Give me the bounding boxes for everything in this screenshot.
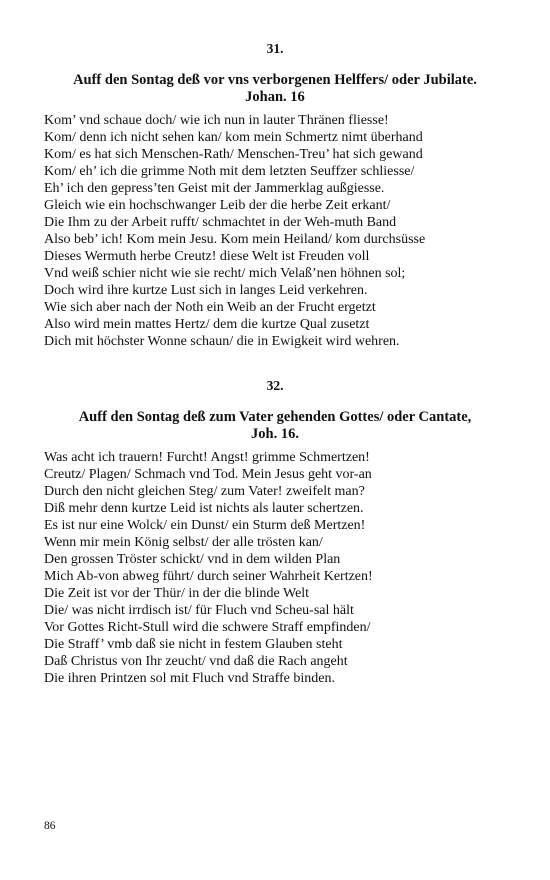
section-reference: Johan. 16 <box>245 89 305 105</box>
poem-line: Eh’ ich den gepress’ten Geist mit der Jammerklag außgiesse. <box>44 181 385 196</box>
poem-line: Doch wird ihre kurtze Lust sich in langes Leid verkehren. <box>44 283 368 298</box>
poem-line: Den grossen Tröster schickt/ vnd in dem wilden Plan <box>44 552 341 567</box>
poem-line: Creutz/ Plagen/ Schmach vnd Tod. Mein Jesus geht vor-an <box>44 467 372 482</box>
section-number: 32. <box>266 378 284 393</box>
poem-line: Die Ihm zu der Arbeit rufft/ schmachtet in der Weh-muth Band <box>44 215 397 230</box>
poem-section-32 <box>0 377 550 687</box>
poem-line: Dich mit höchster Wonne schaun/ die in Ewigkeit wird wehren. <box>44 334 400 349</box>
poem-body <box>0 112 550 350</box>
section-number: 31. <box>266 41 284 56</box>
poem-line: Diß mehr denn kurtze Leid ist nichts als lauter schertzen. <box>44 501 364 516</box>
poem-line: Kom/ es hat sich Menschen-Rath/ Menschen-Treu’ hat sich gewand <box>44 147 423 162</box>
page-number: 86 <box>44 820 56 832</box>
poem-line: Die Straff’ vmb daß sie nicht in festem Glauben steht <box>44 637 343 652</box>
poem-section-31 <box>0 40 550 350</box>
poem-line: Die Zeit ist vor der Thür/ in der die blinde Welt <box>44 586 310 601</box>
poem-line: Vor Gottes Richt-Stull wird die schwere Straff empfinden/ <box>44 620 371 635</box>
poem-body <box>0 449 550 687</box>
poem-line: Gleich wie ein hochschwanger Leib der die herbe Zeit erkant/ <box>44 198 391 213</box>
poem-line: Mich Ab-von abweg führt/ durch seiner Wahrheit Kertzen! <box>44 569 373 584</box>
poem-line: Also wird mein mattes Hertz/ dem die kurtze Qual zusetzt <box>44 317 370 332</box>
poem-line: Die/ was nicht irrdisch ist/ für Fluch vnd Scheu-sal hält <box>44 603 354 618</box>
poem-line: Kom’ vnd schaue doch/ wie ich nun in lauter Thränen fliesse! <box>44 113 389 128</box>
poem-line: Wenn mir mein König selbst/ der alle trösten kan/ <box>44 535 323 550</box>
poem-line: Durch den nicht gleichen Steg/ zum Vater! zweifelt man? <box>44 484 365 499</box>
poem-line: Also beb’ ich! Kom mein Jesu. Kom mein Heiland/ kom durchsüsse <box>44 232 426 247</box>
section-reference: Joh. 16. <box>251 426 299 442</box>
section-title: Auff den Sontag deß zum Vater gehenden Gottes/ oder Cantate, <box>78 409 472 425</box>
poem-line: Wie sich aber nach der Noth ein Weib an der Frucht ergetzt <box>44 300 376 315</box>
poem-line: Was acht ich trauern! Furcht! Angst! grimme Schmertzen! <box>44 450 370 465</box>
poem-line: Die ihren Printzen sol mit Fluch vnd Straffe binden. <box>44 671 335 686</box>
poem-line: Kom/ eh’ ich die grimme Noth mit dem letzten Seuffzer schliesse/ <box>44 164 415 179</box>
poem-line: Vnd weiß schier nicht wie sie recht/ mich Velaß’nen höhnen sol; <box>44 266 406 281</box>
poem-line: Daß Christus von Ihr zeucht/ vnd daß die Rach angeht <box>44 654 348 669</box>
section-title: Auff den Sontag deß vor vns verborgenen Helffers/ oder Jubilate. <box>73 72 477 88</box>
poem-line: Es ist nur eine Wolck/ ein Dunst/ ein Sturm deß Mertzen! <box>44 518 366 533</box>
poem-line: Dieses Wermuth herbe Creutz! diese Welt ist Freuden voll <box>44 249 370 264</box>
poem-line: Kom/ denn ich nicht sehen kan/ kom mein Schmertz nimt überhand <box>44 130 423 145</box>
